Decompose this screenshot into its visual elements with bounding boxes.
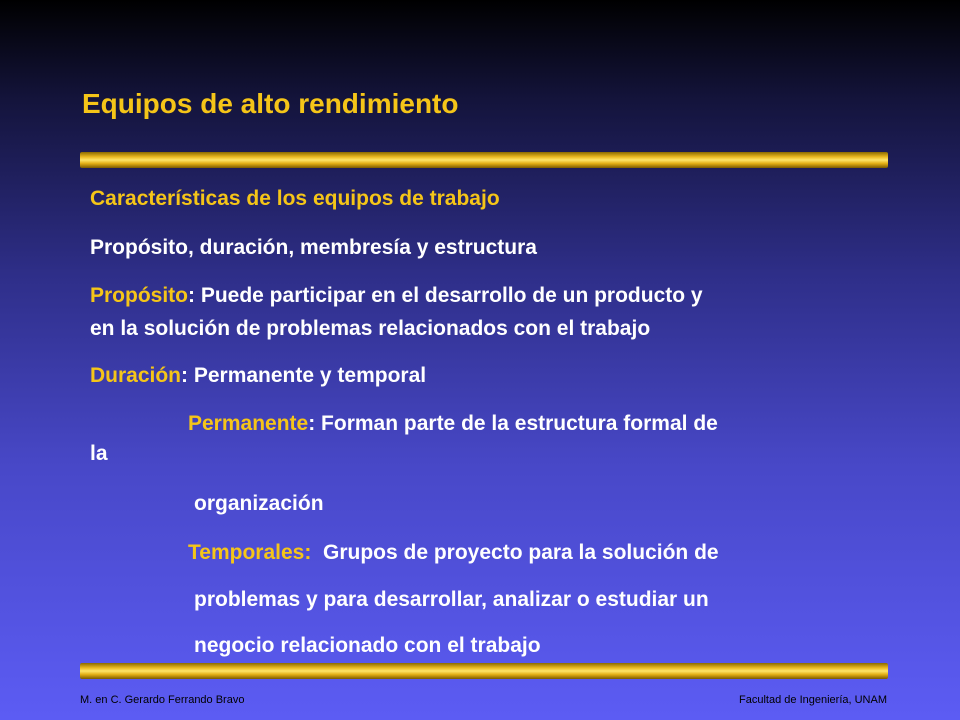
- proposito-text-2: en la solución de problemas relacionados con el trabajo: [90, 317, 651, 340]
- permanente-label: Permanente: [188, 412, 309, 435]
- proposito-label: Propósito: [90, 284, 188, 307]
- duracion-text: : Permanente y temporal: [181, 364, 427, 387]
- duracion-label: Duración: [90, 364, 182, 387]
- slide-title: Equipos de alto rendimiento: [82, 88, 459, 119]
- temporales-text-2: problemas y para desarrollar, analizar o estudiar un: [194, 588, 709, 611]
- permanente-text-1: : Forman parte de la estructura formal de: [308, 412, 718, 435]
- top-divider-bar: [80, 152, 888, 168]
- temporales-line: [188, 540, 719, 565]
- proposito-text-1: : Puede participar en el desarrollo de un producto y: [188, 284, 703, 307]
- section-subheading: Propósito, duración, membresía y estructura: [90, 236, 537, 259]
- temporales-text-3: negocio relacionado con el trabajo: [194, 634, 541, 657]
- temporales-text-1: Grupos de proyecto para la solución de: [323, 541, 719, 564]
- section-heading: Características de los equipos de trabajo: [90, 187, 500, 210]
- footer-author: M. en C. Gerardo Ferrando Bravo: [80, 694, 245, 706]
- permanente-line: [188, 411, 718, 436]
- permanente-text-3: organización: [194, 492, 324, 515]
- permanente-text-2: la: [90, 442, 108, 465]
- footer-institution: Facultad de Ingeniería, UNAM: [739, 694, 887, 706]
- temporales-label: Temporales:: [188, 541, 312, 564]
- duracion-line: [90, 363, 426, 388]
- bottom-divider-bar: [80, 663, 888, 679]
- proposito-line: [90, 283, 703, 308]
